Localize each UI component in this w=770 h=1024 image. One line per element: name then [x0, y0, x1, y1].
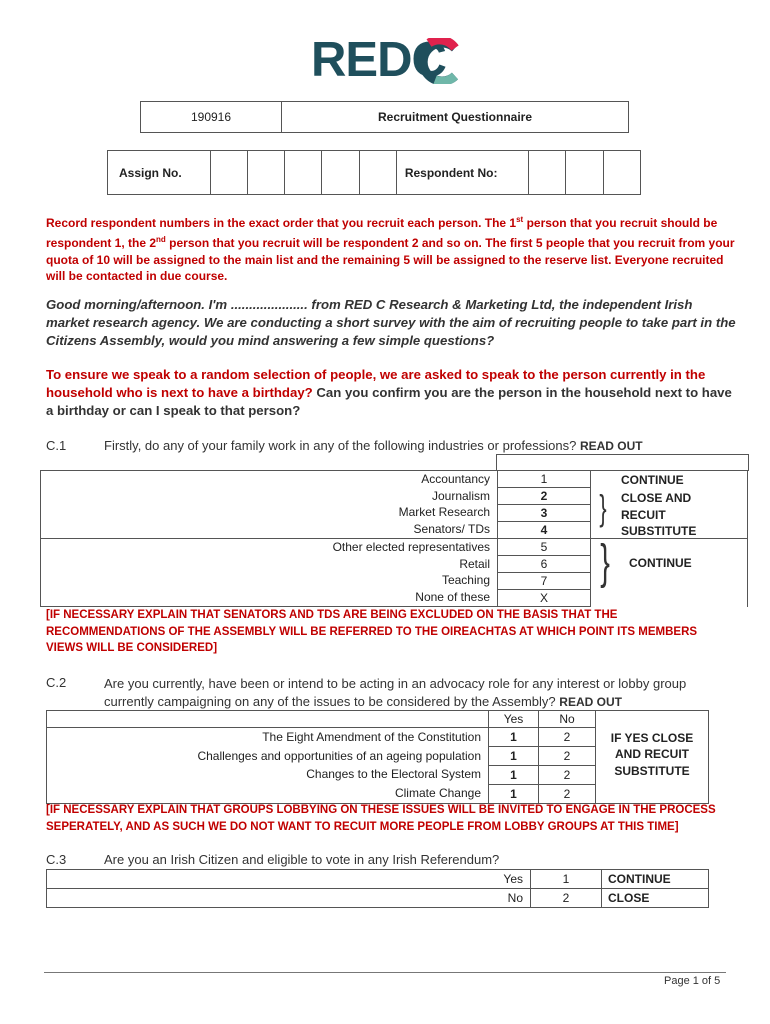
c1-top-cap: [496, 454, 749, 471]
respondent-label: Respondent No:: [396, 151, 528, 195]
c1-label: Market Research: [398, 505, 490, 520]
c2-question-text: Are you currently, have been or intend to be acting in an advocacy role for any interest or lobby group currently campaigning on any of the issues to be considered by the Assembly?: [104, 676, 687, 709]
c2-no-code[interactable]: 2: [539, 728, 595, 747]
c2-no-header: No: [539, 711, 596, 728]
c1-group1-codes: [498, 471, 591, 539]
c1-group2-actions: [591, 536, 748, 607]
assign-label: Assign No.: [108, 151, 211, 195]
c1-label: None of these: [415, 589, 490, 604]
instr-sup-2: nd: [156, 234, 166, 244]
c1-close-substitute: CLOSE AND RECUIT SUBSTITUTE: [621, 491, 697, 539]
c1-label: Accountancy: [421, 472, 490, 486]
c2-label: Climate Change: [394, 785, 481, 800]
c2-yes-code[interactable]: 1: [489, 747, 538, 766]
c2-read-out: READ OUT: [559, 695, 622, 709]
c2-table: [46, 710, 709, 804]
c1-group2-codes: [498, 539, 591, 607]
c2-yes-codes: [489, 728, 539, 804]
c1-code[interactable]: 7: [498, 573, 590, 590]
c3-action-yes: CONTINUE: [602, 870, 709, 889]
c2-yes-header: Yes: [489, 711, 539, 728]
c1-continue-1: CONTINUE: [621, 473, 684, 487]
c2-yes-code[interactable]: 1: [489, 728, 538, 747]
c2-text: [104, 675, 716, 711]
c1-group2-labels: [41, 539, 498, 607]
c2-label: The Eight Amendment of the Constitution: [262, 730, 481, 744]
c2-no-code[interactable]: 2: [539, 766, 595, 785]
c2-action: IF YES CLOSE AND RECUIT SUBSTITUTE: [596, 728, 709, 804]
birthday-instruction: [46, 366, 736, 420]
assign-box[interactable]: [285, 151, 322, 195]
assign-respondent-table: [107, 150, 641, 195]
c1-code[interactable]: 1: [498, 471, 590, 488]
c1-code[interactable]: 5: [498, 539, 590, 556]
survey-code: 190916: [141, 102, 282, 133]
c2-yes-code[interactable]: 1: [489, 766, 538, 785]
instr-sup-1: st: [516, 215, 524, 224]
assign-box[interactable]: [247, 151, 284, 195]
c2-no-code[interactable]: 2: [539, 747, 595, 766]
redc-logo: [311, 33, 461, 87]
interviewer-instructions: [46, 212, 736, 285]
c1-continue-2: CONTINUE: [629, 556, 692, 570]
c3-text: Are you an Irish Citizen and eligible to vote in any Irish Referendum?: [104, 852, 500, 867]
c3-label-yes: Yes: [47, 870, 531, 889]
assign-box[interactable]: [322, 151, 359, 195]
logo-wordmark: REDC: [311, 33, 446, 87]
question-c3: [46, 852, 736, 870]
logo-arc-icon: [415, 38, 465, 84]
c1-code[interactable]: 3: [498, 505, 590, 522]
c1-label: Retail: [459, 556, 490, 571]
c1-group1-labels: [41, 471, 498, 539]
c1-read-out: READ OUT: [579, 439, 643, 453]
c1-text: [104, 438, 643, 453]
assign-box[interactable]: [210, 151, 247, 195]
c2-yes-code[interactable]: 1: [510, 787, 517, 801]
c2-no-codes: [539, 728, 596, 804]
c1-label: Journalism: [431, 488, 490, 503]
c2-labels: [47, 728, 489, 804]
question-c2: [46, 675, 736, 711]
footer-divider: [44, 972, 726, 973]
instr-text-2: person that you recruit should be respondent 1, the 2: [46, 216, 718, 250]
c3-action-no: CLOSE: [602, 889, 709, 908]
c1-question-text: Firstly, do any of your family work in any of the following industries or professions?: [104, 438, 577, 453]
c1-code[interactable]: 2: [498, 488, 590, 505]
respondent-box[interactable]: [529, 151, 566, 195]
assign-box[interactable]: [359, 151, 396, 195]
instr-text-1: Record respondent numbers in the exact order that you recruit each person. The 1: [46, 216, 517, 230]
c1-code[interactable]: 4: [540, 523, 548, 537]
page-number: Page 1 of 5: [664, 975, 721, 987]
c1-label: Senators/ TDs: [413, 521, 490, 536]
brace-icon: }: [600, 536, 610, 589]
c2-label: Challenges and opportunities of an ageing population: [197, 748, 481, 763]
c1-number: C.1: [46, 438, 67, 453]
c3-code-yes[interactable]: 1: [531, 870, 602, 889]
c1-explanation-note: [IF NECESSARY EXPLAIN THAT SENATORS AND TDS ARE BEING EXCLUDED ON THE BASIS THAT THE RECOMMENDATIONS OF THE ASSEMBLY WILL BE REFERRED TO THE OIREACHTAS AT WHICH POINT ITS MEMBERS VIEWS WILL BE CONSIDERED]: [46, 609, 698, 654]
c1-code[interactable]: X: [539, 591, 548, 605]
c3-label-no: No: [47, 889, 531, 908]
birthday-red-text: To ensure we speak to a random selection of people, we are asked to speak to the person currently in the household who is next to have a birthday?: [46, 367, 706, 400]
respondent-box[interactable]: [566, 151, 603, 195]
c2-no-code[interactable]: 2: [563, 787, 571, 801]
c2-number: C.2: [46, 675, 67, 690]
c1-group1-actions: [591, 471, 748, 539]
instr-text-3: person that you recruit will be respondent 2 and so on. The first 5 people that you recruit from your quota of 10 will be assigned to the main list and the remaining 5 will be assigned to the reserve list. Everyone recruited will be contacted in due course.: [46, 235, 735, 284]
birthday-black-text: Can you confirm you are the person in the household next to have a birthday or can I speak to that person?: [46, 385, 732, 418]
c1-grid: [40, 454, 708, 606]
questionnaire-title: Recruitment Questionnaire: [282, 102, 629, 133]
c3-number: C.3: [46, 852, 67, 867]
c3-code-no[interactable]: 2: [531, 889, 602, 908]
brace-icon: }: [599, 487, 607, 528]
respondent-box[interactable]: [603, 151, 640, 195]
c1-label: Other elected representatives: [332, 540, 490, 554]
header-code-table: [140, 101, 629, 133]
intro-script: Good morning/afternoon. I'm ..................... from RED C Research & Marketing Ltd, the independent Irish market research agency. We are conducting a short survey with the aim of recruiting people to take part in the Citizens Assembly, would you mind answering a few simple questions?: [46, 297, 736, 348]
c1-table: [40, 470, 748, 607]
c1-code[interactable]: 6: [498, 556, 590, 573]
c2-explanation-note: [IF NECESSARY EXPLAIN THAT GROUPS LOBBYING ON THESE ISSUES WILL BE INVITED TO ENGAGE IN THE PROCESS SEPERATELY, AND AS SUCH WE DO NOT WANT TO RECUIT MORE PEOPLE FROM LOBBY GROUPS AT THIS TIME]: [46, 804, 716, 833]
c3-table: [46, 869, 709, 908]
c2-label: Changes to the Electoral System: [306, 767, 481, 781]
c1-label: Teaching: [441, 573, 490, 588]
